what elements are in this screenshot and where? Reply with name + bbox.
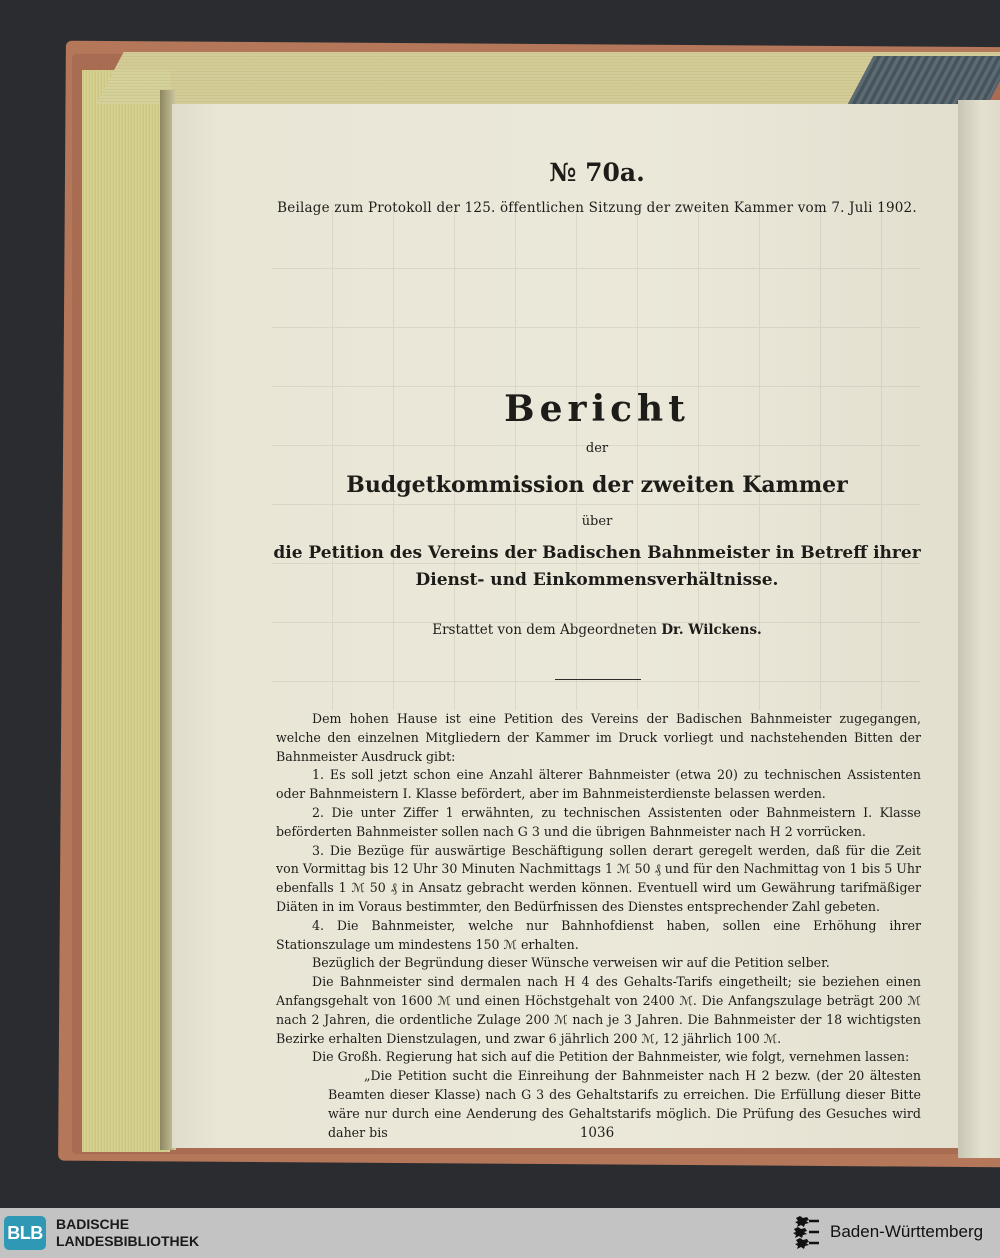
paragraph: 2. Die unter Ziffer 1 erwähnten, zu technischen Assistenten oder Bahnmeistern I. Klasse beförderten Bahnmeister sollen nach G 3 und die übrigen Bahnmeister nach H 2 vorrücken. [276, 804, 921, 839]
petition-title-line-2: Dienst- und Einkommensverhältnisse. [415, 570, 779, 590]
state-name[interactable]: Baden-Württemberg [830, 1222, 984, 1241]
commission-name: Budgetkommission der zweiten Kammer [346, 472, 848, 498]
separator-rule [555, 679, 641, 680]
footer-bar [0, 1208, 1000, 1258]
paragraph: 3. Die Bezüge für auswärtige Beschäftigung sollen derart geregelt werden, daß für die Zeit von Vormittag bis 12 Uhr 30 Minuten Nachmittags 1 ℳ 50 ₰ und für den Nachmittag von 1 bis 5 Uhr ebenfalls 1 ℳ 50 ₰ in Ansatz gebracht werden können. Eventuell wird um Gewährung tarifmäßiger Diäten in im Voraus bestimmter, den Bedürfnissen des Dienstes entsprechender Zahl gebeten. [276, 842, 921, 914]
petition-title-line-1: die Petition des Vereins der Badischen Bahnmeister in Betreff ihrer [273, 543, 921, 563]
quoted-paragraph: „Die Petition sucht die Einreihung der Bahnmeister nach H 2 bezw. (der 20 ältesten Beamten dieser Klasse) nach G 3 des Gehaltstarifs zu erreichen. Die Erfüllung dieser Bitte wäre nur durch eine Aenderung des Gehaltstarifs möglich. Die Prüfung des Gesuches wird daher bis [328, 1068, 921, 1140]
document-number: № 70a. [549, 158, 645, 187]
paragraph: 1. Es soll jetzt schon eine Anzahl älterer Bahnmeister (etwa 20) zu technischen Assistenten oder Bahnmeistern I. Klasse befördert, aber im Bahnmeisterdienste belassen werden. [276, 767, 921, 802]
author-name: Dr. Wilckens. [661, 622, 762, 638]
body-text [276, 710, 921, 1142]
paragraph: Die Bahnmeister sind dermalen nach H 4 des Gehalts-Tarifs eingetheilt; sie beziehen einen Anfangsgehalt von 1600 ℳ und einen Höchstgehalt von 2400 ℳ. Die Anfangszulage beträgt 200 ℳ nach 2 Jahren, die ordentliche Zulage 200 ℳ nach je 3 Jahren. Die Bahnmeister der 18 wichtigsten Bezirke erhalten Dienstzulagen, und zwar 6 jährlich 200 ℳ, 12 jährlich 100 ℳ. [276, 974, 921, 1046]
paragraph: Bezüglich der Begründung dieser Wünsche verweisen wir auf die Petition selber. [312, 955, 830, 971]
library-name-line-2: LANDESBIBLIOTHEK [56, 1233, 200, 1249]
paragraph: Die Großh. Regierung hat sich auf die Petition der Bahnmeister, wie folgt, vernehmen lassen: [312, 1049, 910, 1065]
author-prefix: Erstattet von dem Abgeordneten [432, 622, 658, 638]
library-name-line-1: BADISCHE [56, 1216, 130, 1232]
beilage-line: Beilage zum Protokoll der 125. öffentlichen Sitzung der zweiten Kammer vom 7. Juli 1902. [277, 200, 917, 216]
author-line [272, 622, 922, 638]
report-title: Bericht [504, 388, 690, 430]
library-name[interactable] [56, 1216, 199, 1250]
blb-logo[interactable]: BLB [4, 1216, 46, 1250]
ueber-line: über [581, 514, 613, 529]
paragraph: Dem hohen Hause ist eine Petition des Vereins der Badischen Bahnmeister zugegangen, welche den einzelnen Mitgliedern der Kammer im Druck vorliegt und nachstehenden Bitten der Bahnmeister Ausdruck gibt: [276, 711, 921, 764]
lions-coat-of-arms-icon [790, 1215, 822, 1251]
paragraph: 4. Die Bahnmeister, welche nur Bahnhofdienst haben, sollen eine Erhöhung ihrer Stationszulage um mindestens 150 ℳ erhalten. [276, 917, 921, 952]
page-number: 1036 [579, 1125, 615, 1141]
der-line: der [585, 441, 609, 456]
